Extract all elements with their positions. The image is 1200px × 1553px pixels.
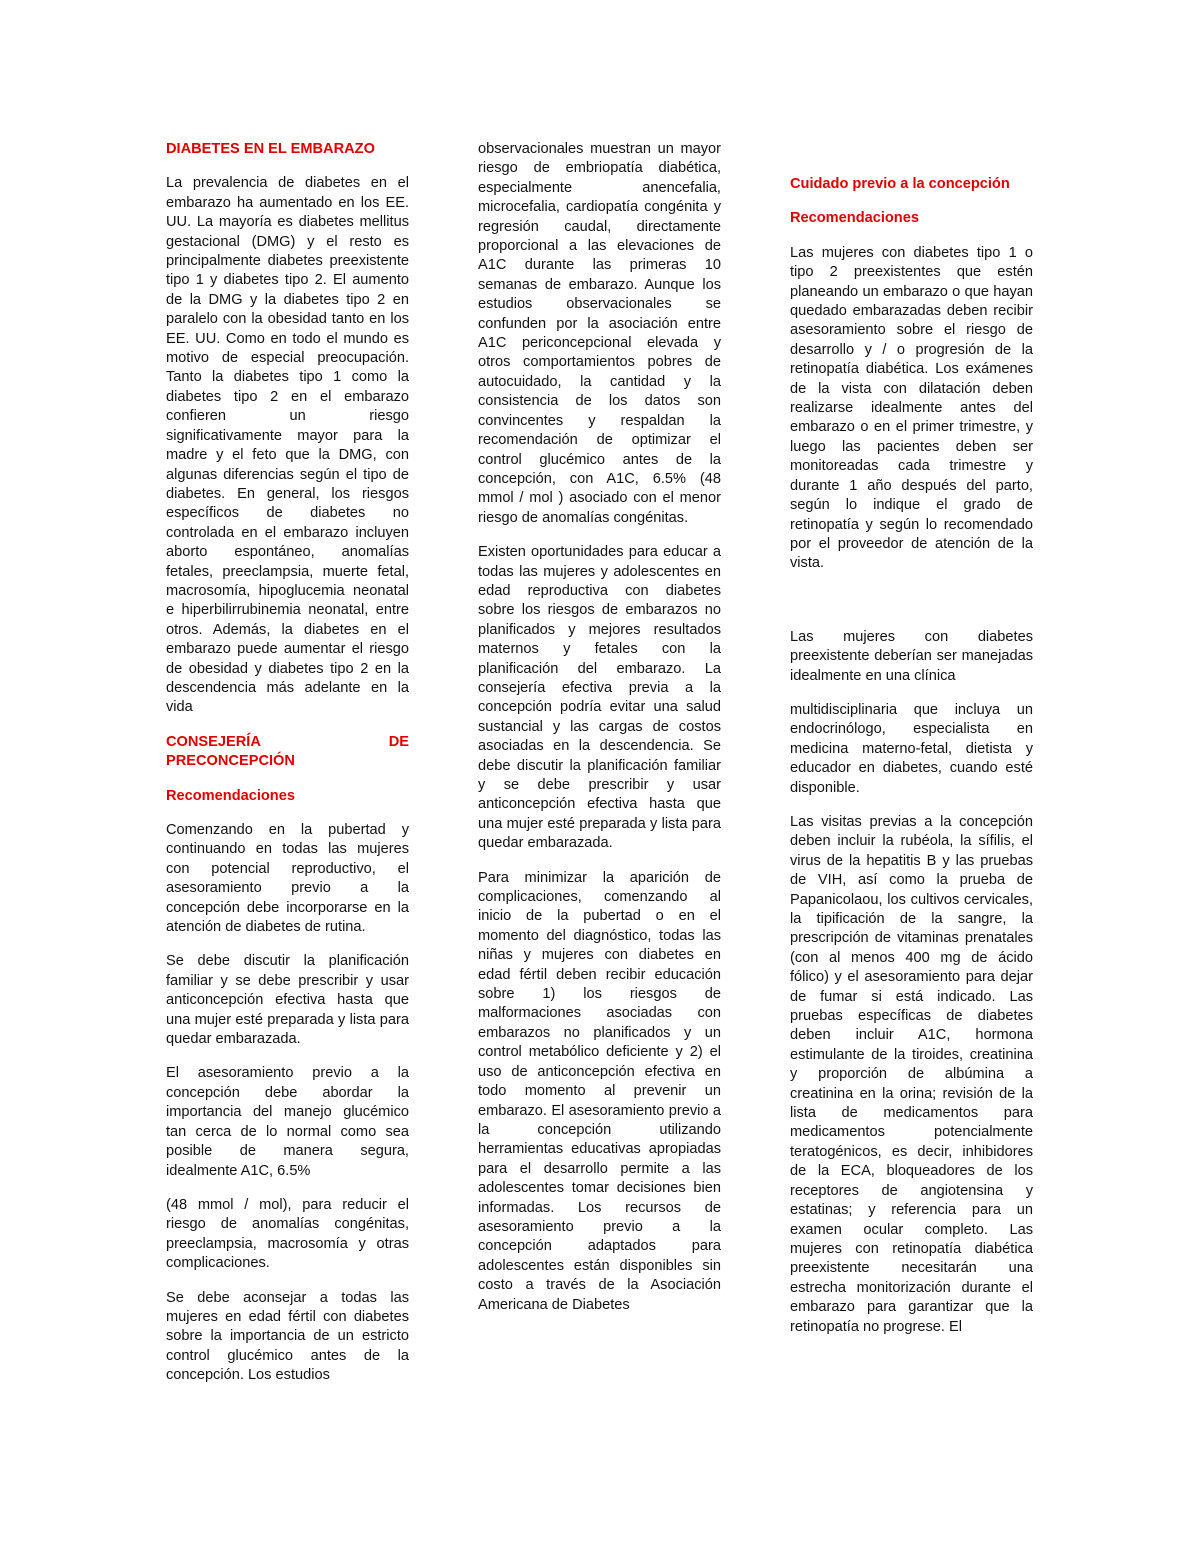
subheading-recomendaciones: Recomendaciones xyxy=(790,210,919,227)
subheading-recomendaciones: Recomendaciones xyxy=(166,787,295,804)
title-diabetes-embarazo: DIABETES EN EL EMBARAZO xyxy=(166,141,375,157)
paragraph: Se debe discutir la planificación familiar y se debe prescribir y usar anticoncepción efectiva hasta que una mujer esté preparada y lista para quedar embarazada. xyxy=(166,953,409,1048)
paragraph: El asesoramiento previo a la concepción debe abordar la importancia del manejo glucémico tan cerca de lo normal como sea posible de manera segura, idealmente A1C, 6.5% xyxy=(166,1065,409,1179)
heading-cuidado-previo: Cuidado previo a la concepción xyxy=(790,176,1010,192)
heading-consejeria: CONSEJERÍA DE PRECONCEPCIÓN xyxy=(166,733,409,770)
column-2 xyxy=(478,140,721,1330)
paragraph: observacionales muestran un mayor riesgo de embriopatía diabética, especialmente anencefalia, microcefalia, cardiopatía congénita y regresión caudal, directamente proporcional a las elevaciones de A1C durante las primeras 10 semanas de embarazo. Aunque los estudios observacionales se confunden por la asociación entre A1C periconcepcional elevada y otros comportamientos pobres de autocuidado, la cantidad y la consistencia de los datos son convincentes y respaldan la recomendación de optimizar el control glucémico antes de la concepción, con A1C, 6.5% (48 mmol / mol ) asociado con el menor riesgo de anomalías congénitas. xyxy=(478,141,721,526)
paragraph: Comenzando en la pubertad y continuando en todas las mujeres con potencial reproductivo, el asesoramiento previo a la concepción debe incorporarse en la atención de diabetes de rutina. xyxy=(166,822,409,936)
paragraph: (48 mmol / mol), para reducir el riesgo de anomalías congénitas, preeclampsia, macrosomía y otras complicaciones. xyxy=(166,1196,409,1272)
paragraph: Las mujeres con diabetes preexistente deberían ser manejadas idealmente en una clínica xyxy=(790,628,1033,684)
paragraph: La prevalencia de diabetes en el embarazo ha aumentado en los EE. UU. La mayoría es diabetes mellitus gestacional (DMG) y el resto es principalmente diabetes preexistente tipo 1 y diabetes tipo 2. El aumento de la DMG y la diabetes tipo 2 en paralelo con la obesidad tanto en los EE. UU. Como en todo el mundo es motivo de especial preocupación. Tanto la diabetes tipo 1 como la diabetes tipo 2 en el embarazo confieren un riesgo significativamente mayor para la madre y el feto que la DMG, con algunas diferencias según el tipo de diabetes. En general, los riesgos específicos de diabetes no controlada en el embarazo incluyen aborto espontáneo, anomalías fetales, preeclampsia, muerte fetal, macrosomía, hipoglucemia neonatal e hiperbilirrubinemia neonatal, entre otros. Además, la diabetes en el embarazo puede aumentar el riesgo de obesidad y diabetes tipo 2 en la descendencia más adelante en la vida xyxy=(166,175,409,716)
paragraph: Existen oportunidades para educar a todas las mujeres y adolescentes en edad reproductiva con diabetes sobre los riesgos de embarazos no planificados y mejores resultados maternos y fetales con la planificación del embarazo. La consejería efectiva previa a la concepción podría evitar una salud sustancial y las cargas de costos asociadas en la descendencia. Se debe discutir la planificación familiar y se debe prescribir y usar anticoncepción efectiva hasta que una mujer esté preparada y lista para quedar embarazada. xyxy=(478,544,721,852)
column-1 xyxy=(166,140,409,1401)
paragraph: Para minimizar la aparición de complicaciones, comenzando al inicio de la pubertad o en el momento del diagnóstico, todas las niñas y mujeres con diabetes en edad fértil deben recibir educación sobre 1) los riesgos de malformaciones asociadas con embarazos no planificados y un control metabólico deficiente y 2) el uso de anticoncepción efectiva en todo momento al prevenir un embarazo. El asesoramiento previo a la concepción utilizando herramientas educativas apropiadas para el desarrollo permite a las adolescentes tomar decisiones bien informadas. Los recursos de asesoramiento previo a la concepción adaptados para adolescentes están disponibles sin costo a través de la Asociación Americana de Diabetes xyxy=(478,869,721,1313)
paragraph: Se debe aconsejar a todas las mujeres en edad fértil con diabetes sobre la importancia de un estricto control glucémico antes de la concepción. Los estudios xyxy=(166,1289,409,1384)
paragraph: Las visitas previas a la concepción deben incluir la rubéola, la sífilis, el virus de la hepatitis B y las pruebas de VIH, así como la prueba de Papanicolaou, los cultivos cervicales, la tipificación de la sangre, la prescripción de vitaminas prenatales (con al menos 400 mg de ácido fólico) y el asesoramiento para dejar de fumar si está indicado. Las pruebas específicas de diabetes deben incluir A1C, hormona estimulante de la tiroides, creatinina y proporción de albúmina a creatinina en la orina; revisión de la lista de medicamentos para medicamentos potencialmente teratogénicos, es decir, inhibidores de la ECA, bloqueadores de los receptores de angiotensina y estatinas; y referencia para un examen ocular completo. Las mujeres con retinopatía diabética preexistente necesitarán una estrecha monitorización durante el embarazo para garantizar que la retinopatía no progrese. El xyxy=(790,813,1033,1335)
paragraph: Las mujeres con diabetes tipo 1 o tipo 2 preexistentes que estén planeando un embarazo o que hayan quedado embarazadas deben recibir asesoramiento sobre el riesgo de desarrollo y / o progresión de la retinopatía diabética. Los exámenes de la vista con dilatación deben realizarse idealmente antes del embarazo o en el primer trimestre, y luego las pacientes deben ser monitoreadas cada trimestre y durante 1 año después del parto, según lo indique el grado de retinopatía y según lo recomendado por el proveedor de atención de la vista. xyxy=(790,244,1033,572)
paragraph: multidisciplinaria que incluya un endocrinólogo, especialista en medicina materno-fetal, dietista y educador en diabetes, cuando esté disponible. xyxy=(790,701,1033,796)
column-3 xyxy=(790,175,1033,1352)
